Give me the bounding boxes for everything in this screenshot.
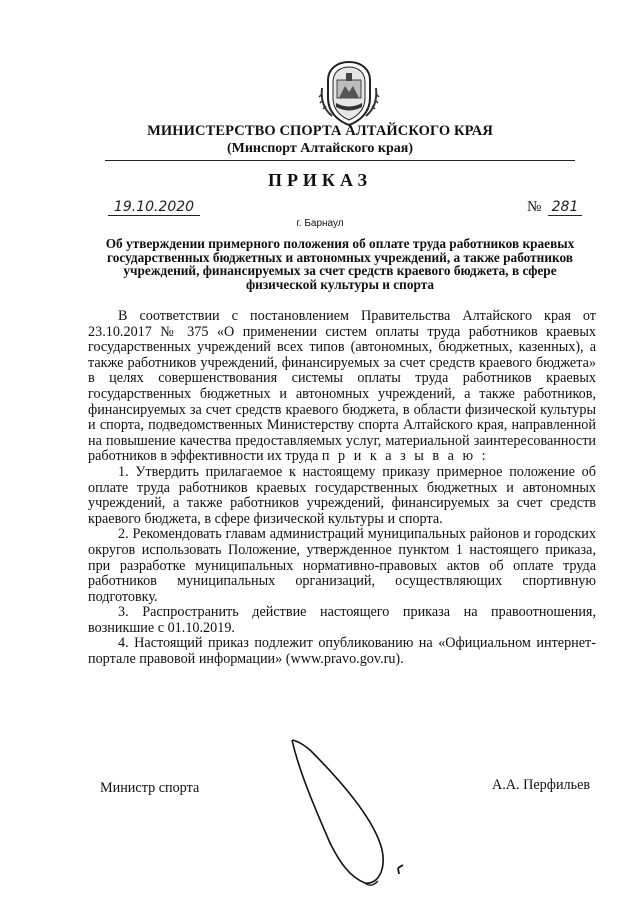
number-sign: № <box>527 199 542 215</box>
coat-of-arms-emblem <box>318 58 380 128</box>
order-body <box>88 309 596 668</box>
order-item-3: 3. Распространить действие настоящего приказа на правоотношения, возникшие с 01.10.2019. <box>88 604 596 636</box>
ministry-short-name: (Минспорт Алтайского края) <box>226 141 414 156</box>
ministry-name: МИНИСТЕРСТВО СПОРТА АЛТАЙСКОГО КРАЯ <box>147 123 493 139</box>
signatory-name: А.А. Перфильев <box>492 777 591 793</box>
order-date: 19.10.2020 <box>108 199 200 216</box>
city-label: г. Барнаул <box>296 218 344 229</box>
header-divider <box>105 160 575 161</box>
preamble-text: В соответствии с постановлением Правительства Алтайского края от 23.10.2017 № 375 «О применении систем оплаты труда работников краевых государственных учреждений всех типов (автономных, бюджетных, казенных), а также работников учреждений, финансируемых за счет средств краевого бюджета» в целях совершенствования системы оплаты труда работников краевых государственных бюджетных и автономных учреждений, а также работников, финансируемых за счет средств краевого бюджета, в области физической культуры и спорта, подведомственных Министерству спорта Алтайского края, направленной на повышение качества предоставляемых услуг, материальной заинтересованности работников в эффективности их труда <box>88 308 596 465</box>
order-item-2: 2. Рекомендовать главам администраций муниципальных районов и городских округов использовать Положение, утвержденное пунктом 1 настоящего приказа, при разработке муниципальных нормативно-правовых актов об оплате труда работников муниципальных организаций, осуществляющих спортивную подготовку. <box>88 526 596 605</box>
signatory-title: Министр спорта <box>100 780 200 796</box>
order-subject: Об утверждении примерного положения об оплате труда работников краевых государственных бюджетных и автономных учреждений, а также работников учреждений, финансируемых за счет средств краевого бюджета, в сфере физической культуры и спорта <box>105 236 575 292</box>
preamble-paragraph <box>88 309 596 465</box>
handwritten-signature <box>270 735 420 905</box>
order-item-4: 4. Настоящий приказ подлежит опубликованию на «Официальном интернет-портале правовой информации» (www.pravo.gov.ru). <box>88 635 596 668</box>
order-item-1: 1. Утвердить прилагаемое к настоящему приказу примерное положение об оплате труда работников краевых государственных бюджетных и автономных учреждений, а также работников учреждений, финансируемых за счет средств краевого бюджета, в сфере физической культуры и спорта. <box>88 463 596 527</box>
order-number: 281 <box>548 199 582 216</box>
document-type-title: ПРИКАЗ <box>267 170 373 190</box>
order-verb: п р и к а з ы в а ю : <box>321 448 489 465</box>
